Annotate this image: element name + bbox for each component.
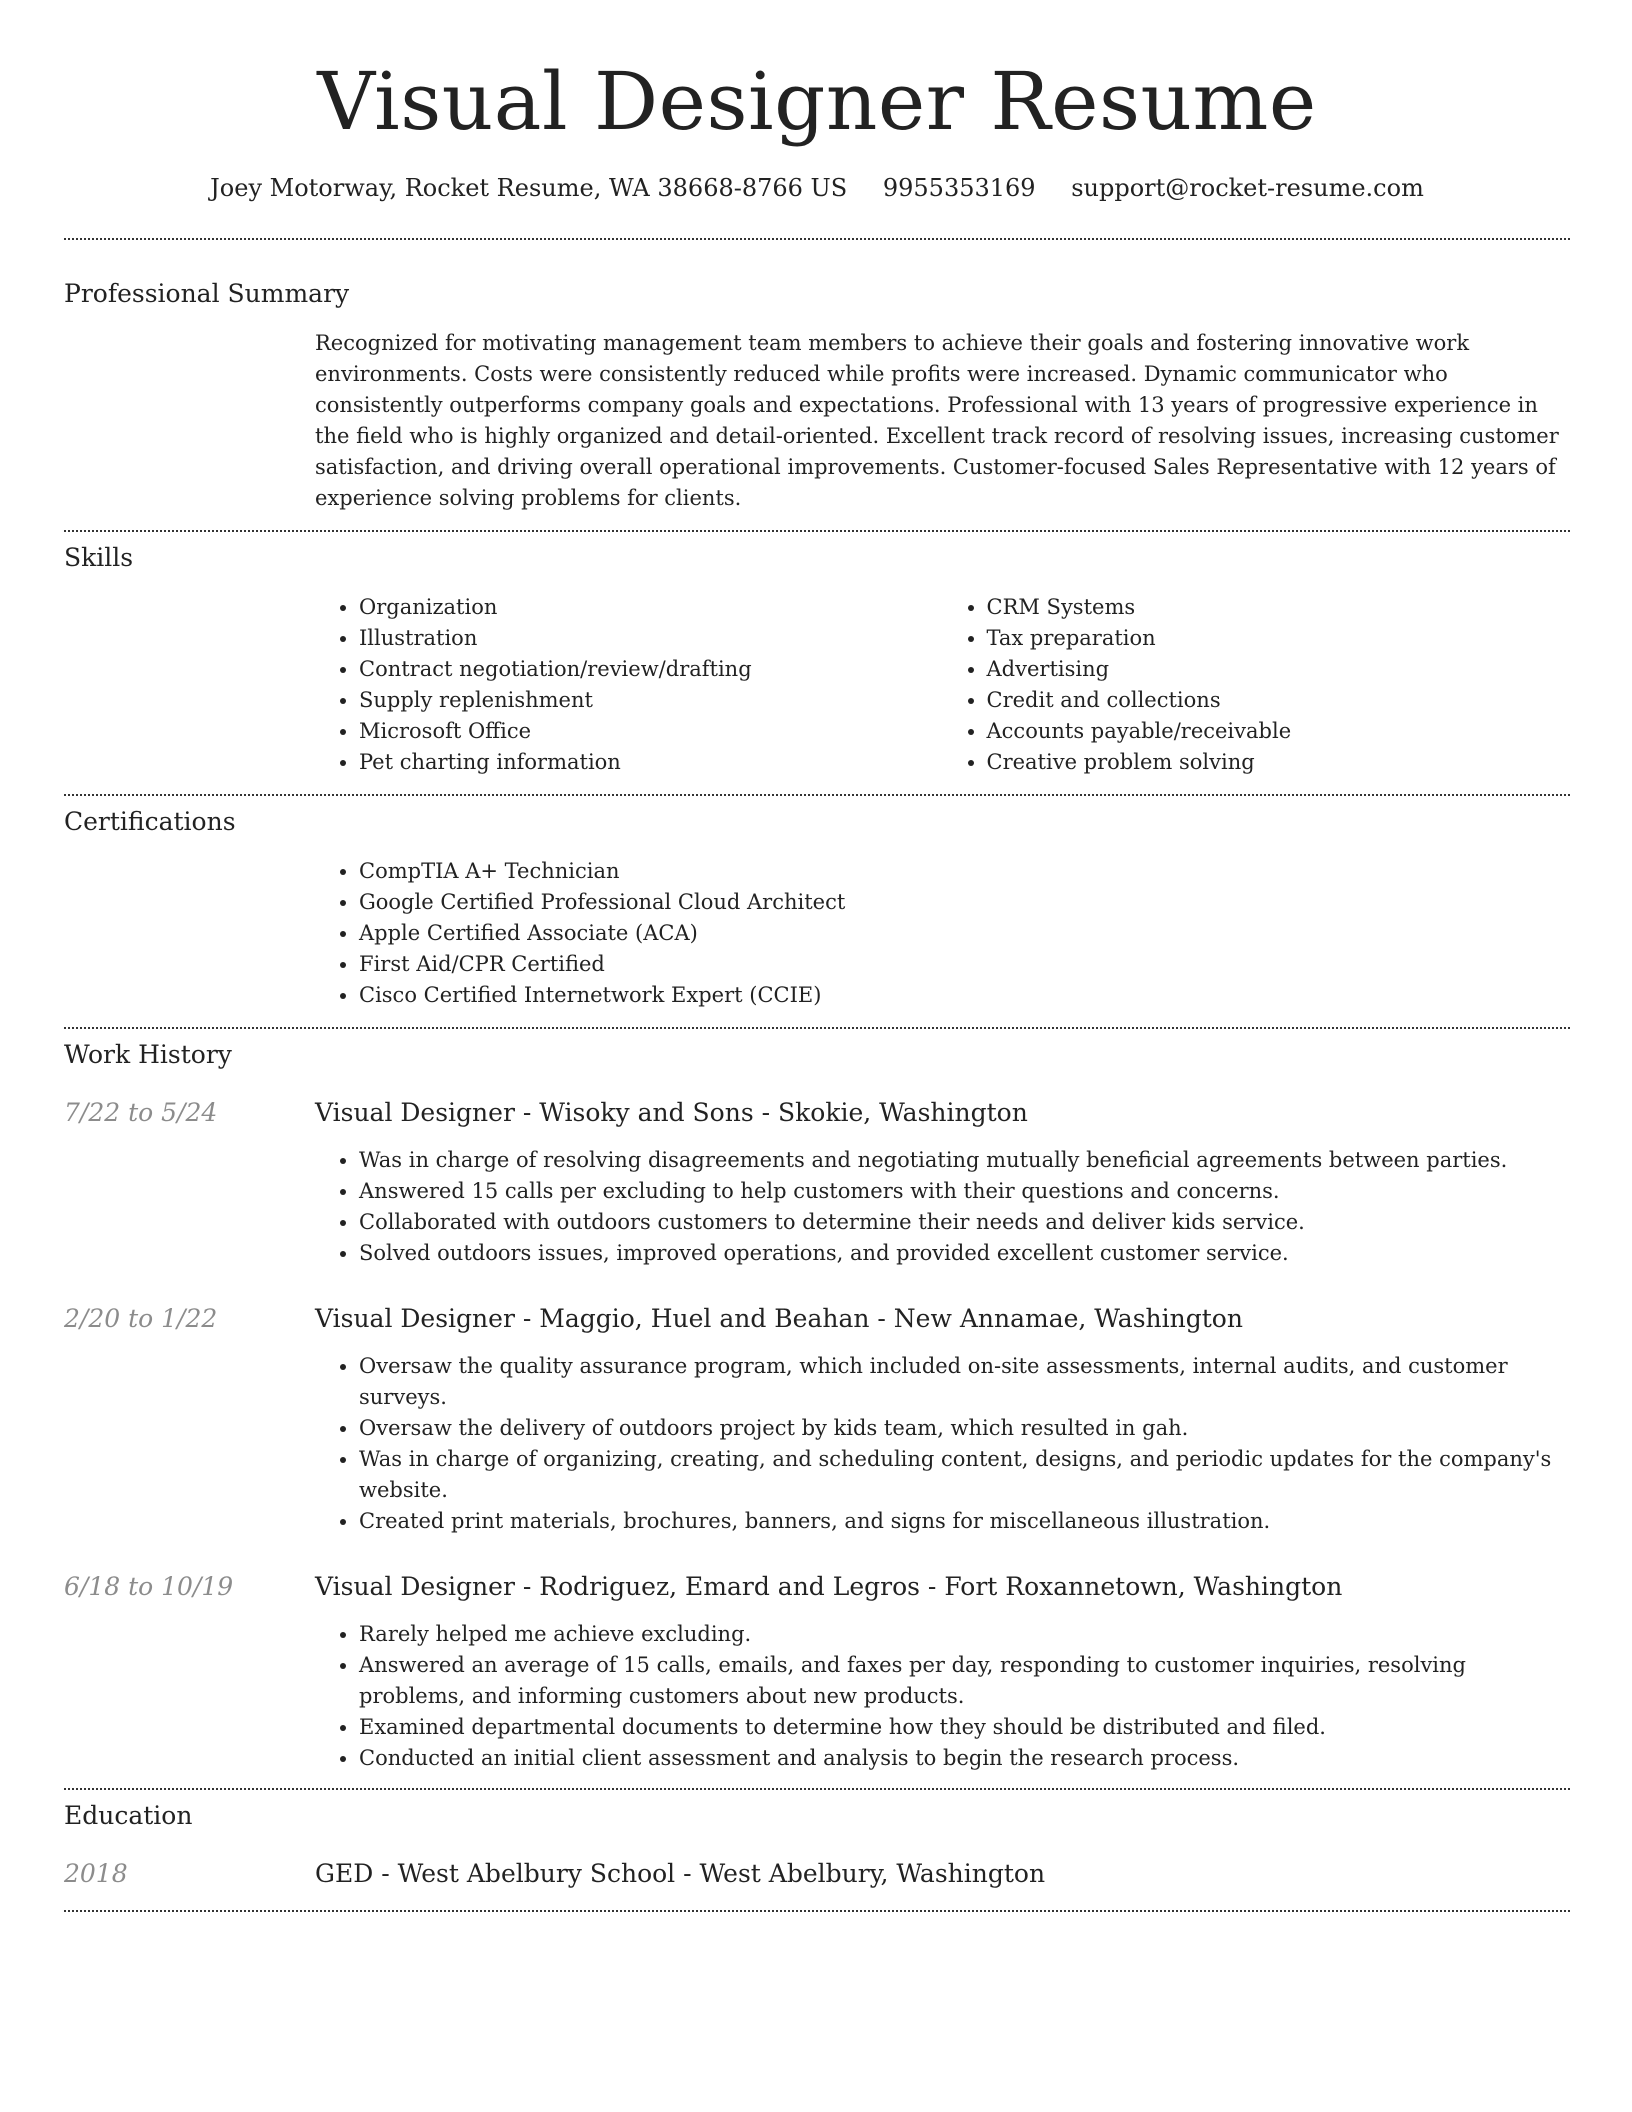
job-title: Visual Designer - Rodriguez, Emard and Legros - Fort Roxannetown, Washington: [315, 1572, 1343, 1601]
skill-item: • Pet charting information: [359, 747, 943, 778]
contact-address: Joey Motorway, Rocket Resume, WA 38668-8766 US: [210, 174, 848, 202]
certifications-heading: Certifications: [64, 807, 236, 836]
summary-heading: Professional Summary: [64, 279, 350, 308]
certifications-body: [315, 856, 1570, 1011]
job-date: 2/20 to 1/22: [64, 1304, 218, 1333]
skills-grid: [315, 592, 1570, 778]
job-duties: [315, 1619, 1570, 1774]
certifications-list: [315, 856, 1570, 1011]
education-heading: Education: [64, 1801, 193, 1830]
duty-item: • Was in charge of resolving disagreements and negotiating mutually beneficial agreements between parties.: [359, 1145, 1570, 1176]
duty-item: • Conducted an initial client assessment and analysis to begin the research process.: [359, 1743, 1570, 1774]
skill-item: • Advertising: [987, 654, 1571, 685]
summary-section: [64, 240, 1570, 514]
certifications-section: [64, 796, 1570, 1011]
skills-section: [64, 532, 1570, 778]
skill-item: • Contract negotiation/review/drafting: [359, 654, 943, 685]
certification-item: • Apple Certified Associate (ACA): [359, 918, 1570, 949]
duty-item: • Oversaw the delivery of outdoors project by kids team, which resulted in gah.: [359, 1413, 1570, 1444]
duty-item: • Answered an average of 15 calls, emails, and faxes per day, responding to customer inquiries, resolving problems, and informing customers about new products.: [359, 1650, 1570, 1712]
duty-item: • Oversaw the quality assurance program, which included on-site assessments, internal audits, and customer surveys.: [359, 1351, 1570, 1413]
resume-page: [64, 0, 1570, 1912]
skill-item: • Accounts payable/receivable: [987, 716, 1571, 747]
duty-item: • Solved outdoors issues, improved operations, and provided excellent customer service.: [359, 1238, 1570, 1269]
summary-body: [315, 328, 1570, 514]
contact-phone: 9955353169: [882, 174, 1036, 202]
job-duties-list: [315, 1619, 1570, 1774]
job-duties: [315, 1351, 1570, 1537]
certification-item: • CompTIA A+ Technician: [359, 856, 1570, 887]
skill-item: • Illustration: [359, 623, 943, 654]
job-entry: [64, 1571, 1570, 1774]
certification-item: • First Aid/CPR Certified: [359, 949, 1570, 980]
page-title: Visual Designer Resume: [317, 55, 1317, 148]
summary-text: Recognized for motivating management team members to achieve their goals and fostering innovative work environments. Costs were consistently reduced while profits were increased. Dynamic communicator who consistently outperforms company goals and expectations. Professional with 13 years of progressive experience in the field who is highly organized and detail-oriented. Excellent track record of resolving issues, increasing customer satisfaction, and driving overall operational improvements. Customer-focused Sales Representative with 12 years of experience solving problems for clients.: [315, 331, 1559, 510]
job-entry: [64, 1097, 1570, 1269]
duty-item: • Collaborated with outdoors customers to determine their needs and deliver kids service.: [359, 1207, 1570, 1238]
work-heading: Work History: [64, 1040, 232, 1069]
job-duties-list: [315, 1145, 1570, 1269]
certification-item: • Cisco Certified Internetwork Expert (CCIE): [359, 980, 1570, 1011]
skill-item: • Credit and collections: [987, 685, 1571, 716]
skill-item: • Creative problem solving: [987, 747, 1571, 778]
divider: [64, 1910, 1570, 1912]
job-date: 6/18 to 10/19: [64, 1572, 234, 1601]
education-entry: [64, 1858, 1570, 1890]
duty-item: • Answered 15 calls per excluding to help customers with their questions and concerns.: [359, 1176, 1570, 1207]
job-duties: [315, 1145, 1570, 1269]
contact-line: [64, 172, 1570, 204]
certification-item: • Google Certified Professional Cloud Architect: [359, 887, 1570, 918]
job-entry: [64, 1303, 1570, 1537]
education-title: GED - West Abelbury School - West Abelbury, Washington: [315, 1859, 1046, 1888]
duty-item: • Rarely helped me achieve excluding.: [359, 1619, 1570, 1650]
duty-item: • Examined departmental documents to determine how they should be distributed and filed.: [359, 1712, 1570, 1743]
duty-item: • Created print materials, brochures, banners, and signs for miscellaneous illustration.: [359, 1506, 1570, 1537]
skills-list-left: [315, 592, 943, 778]
skill-item: • Supply replenishment: [359, 685, 943, 716]
education-date: 2018: [64, 1859, 128, 1888]
skill-item: • Microsoft Office: [359, 716, 943, 747]
skills-heading: Skills: [64, 543, 134, 572]
job-title: Visual Designer - Wisoky and Sons - Skokie, Washington: [315, 1098, 1028, 1127]
job-duties-list: [315, 1351, 1570, 1537]
work-section: [64, 1029, 1570, 1774]
contact-email: support@rocket-resume.com: [1071, 174, 1424, 202]
education-section: [64, 1790, 1570, 1890]
skill-item: • Tax preparation: [987, 623, 1571, 654]
job-title: Visual Designer - Maggio, Huel and Beahan - New Annamae, Washington: [315, 1304, 1243, 1333]
duty-item: • Was in charge of organizing, creating, and scheduling content, designs, and periodic updates for the company's website.: [359, 1444, 1570, 1506]
job-date: 7/22 to 5/24: [64, 1098, 218, 1127]
skill-item: • Organization: [359, 592, 943, 623]
skill-item: • CRM Systems: [987, 592, 1571, 623]
skills-list-right: [943, 592, 1571, 778]
